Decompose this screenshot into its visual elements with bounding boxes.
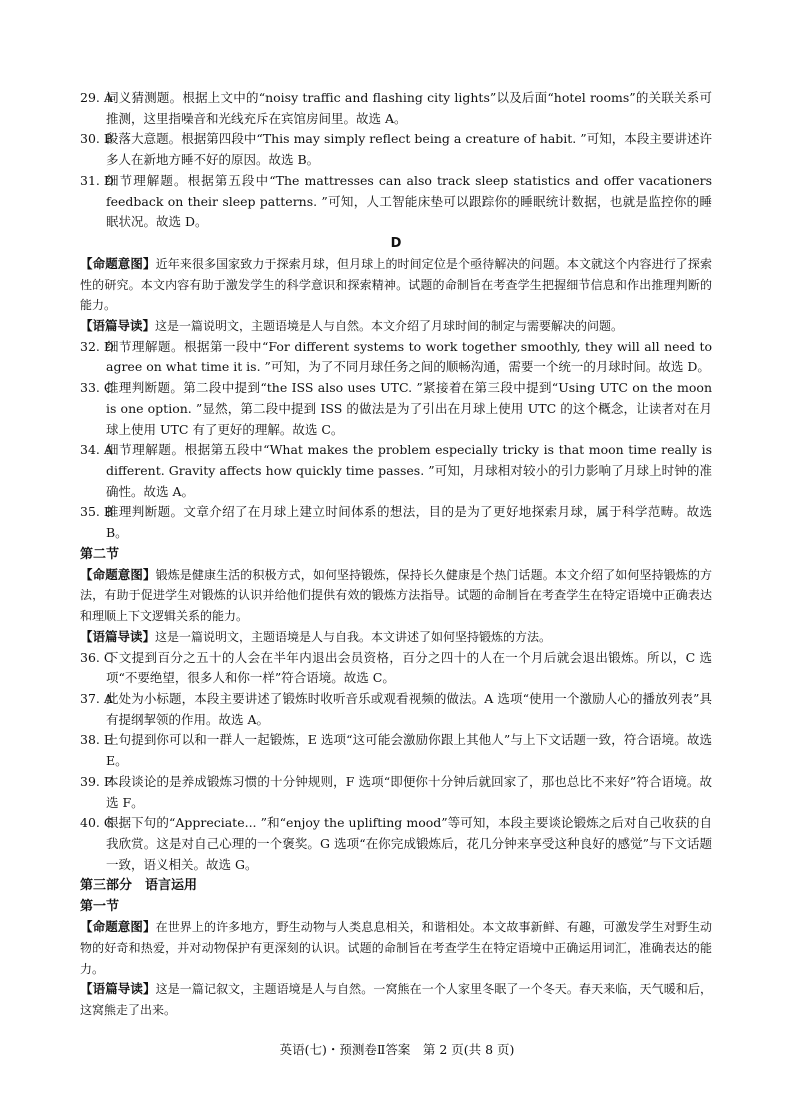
answer-number: 40. G bbox=[80, 815, 114, 831]
answer-29 bbox=[80, 88, 712, 129]
answer-text: 细节理解题。根据第五段中“What makes the problem especially tricky is that moon time really is different. Gravity affects how quickly time passes. ”可知，月球相对较小的引力影响了月球上时钟的准确性。故选 A。 bbox=[106, 442, 712, 499]
answer-number: 29. A bbox=[80, 90, 113, 105]
answer-page bbox=[80, 88, 712, 1021]
answer-text: 细节理解题。根据第五段中“The mattresses can also track sleep statistics and offer vacationers feedback on their sleep patterns. ”可知，人工智能床垫可以跟踪你的睡眠统计数据，也就是监控你的睡眠状况。故选 D。 bbox=[106, 172, 712, 230]
answer-33 bbox=[80, 378, 712, 440]
answer-38 bbox=[80, 730, 712, 771]
answer-number: 31. D bbox=[80, 172, 114, 188]
answer-text: 根据下句的“Appreciate... ”和“enjoy the uplifting mood”等可知，本段主要谈论锻炼之后对自己收获的自我欣赏。这是对自己心理的一个褒奖。G 选项“在你完成锻炼后，花几分钟来享受这种良好的感觉”与下文话题一致，语义相关。故选 G。 bbox=[106, 815, 712, 872]
intent-text: 锻炼是健康生活的积极方式，如何坚持锻炼，保持长久健康是个热门话题。本文介绍了如何坚持锻炼的方法，有助于促进学生对锻炼的认识并给他们提供有效的锻炼方法指导。试题的命制旨在考查学生在特定语境中正确表达和理顺上下文逻辑关系的能力。 bbox=[80, 567, 712, 624]
answer-number: 38. E bbox=[80, 732, 113, 748]
intent-paragraph bbox=[80, 254, 712, 316]
answer-number: 37. A bbox=[80, 690, 113, 706]
answer-36 bbox=[80, 648, 712, 689]
answer-text: 下文提到百分之五十的人会在半年内退出会员资格，百分之四十的人在一个月后就会退出锻炼。所以，C 选项“不要绝望，很多人和你一样”符合语境。故选 C。 bbox=[106, 649, 712, 686]
answer-30 bbox=[80, 129, 712, 170]
reading-guide-paragraph bbox=[80, 627, 712, 648]
intent-tag: 【命题意图】 bbox=[80, 566, 156, 582]
answer-37 bbox=[80, 689, 712, 730]
intent-paragraph bbox=[80, 917, 712, 979]
answer-text: 上句提到你可以和一群人一起锻炼，E 选项“这可能会激励你跟上其他人”与上下文话题一致，符合语境。故选 E。 bbox=[106, 732, 712, 769]
answer-number: 30. B bbox=[80, 131, 114, 147]
answer-31 bbox=[80, 171, 712, 233]
answer-text: 推理判断题。第二段中提到“the ISS also uses UTC. ”紧接着在第三段中提到“Using UTC on the moon is one option. ”显然，第二段中提到 ISS 的做法是为了引出在月球上使用 UTC 的这个概念，让读者对在月球上使用 UTC 有了更好的理解。故选 C。 bbox=[106, 380, 712, 437]
answer-text: 细节理解题。根据第一段中“For different systems to work together smoothly, they will all need to agree on what time it is. ”可知，为了不同月球任务之间的顺畅沟通，需要一个统一的月球时间。故选 D。 bbox=[106, 338, 712, 375]
answer-number: 34. A bbox=[80, 442, 113, 458]
answer-number: 33. C bbox=[80, 380, 114, 396]
reading-guide-tag: 【语篇导读】 bbox=[80, 628, 156, 644]
answer-34 bbox=[80, 440, 712, 502]
intent-text: 在世界上的许多地方，野生动物与人类息息相关，和谐相处。本文故事新鲜、有趣，可激发学生对野生动物的好奇和热爱，并对动物保护有更深刻的认识。试题的命制旨在考查学生在特定语境中正确运用词汇，准确表达的能力。 bbox=[80, 920, 712, 976]
answer-32 bbox=[80, 337, 712, 378]
reading-guide-tag: 【语篇导读】 bbox=[80, 318, 156, 334]
part-heading: 第三部分 语言运用 bbox=[80, 878, 198, 894]
section-heading: 第一节 bbox=[80, 899, 120, 915]
intent-tag: 【命题意图】 bbox=[80, 919, 156, 935]
page-footer: 英语(七)・预测卷Ⅱ答案 第 2 页(共 8 页) bbox=[279, 1042, 515, 1057]
section-heading: 第二节 bbox=[80, 546, 120, 562]
intent-text: 近年来很多国家致力于探索月球，但月球上的时间定位是个亟待解决的问题。本文就这个内容进行了探索性的研究。本文内容有助于激发学生的科学意识和探索精神。试题的命制旨在考查学生把握细节信息和作出推理判断的能力。 bbox=[80, 256, 712, 313]
answer-number: 36. C bbox=[80, 649, 114, 665]
reading-guide-tag: 【语篇导读】 bbox=[80, 981, 156, 997]
reading-guide-text: 这是一篇说明文，主题语境是人与自然。本文介绍了月球时间的制定与需要解决的问题。 bbox=[155, 319, 624, 334]
answer-number: 32. D bbox=[80, 338, 114, 354]
answer-35 bbox=[80, 502, 712, 543]
answer-number: 35. B bbox=[80, 504, 114, 520]
answer-text: 段落大意题。根据第四段中“This may simply reflect being a creature of habit. ”可知，本段主要讲述许多人在新地方睡不好的原因。故选 B。 bbox=[106, 131, 712, 168]
reading-guide-paragraph bbox=[80, 979, 712, 1020]
intent-tag: 【命题意图】 bbox=[80, 255, 156, 271]
reading-guide-text: 这是一篇记叙文，主题语境是人与自然。一窝熊在一个人家里冬眠了一个冬天。春天来临，天气暖和后，这窝熊走了出来。 bbox=[80, 982, 712, 1018]
answer-text: 此处为小标题，本段主要讲述了锻炼时收听音乐或观看视频的做法。A 选项“使用一个激励人心的播放列表”具有提纲挈领的作用。故选 A。 bbox=[106, 690, 712, 727]
answer-number: 39. F bbox=[80, 773, 113, 789]
passage-d-heading: D bbox=[390, 235, 402, 251]
intent-paragraph bbox=[80, 565, 712, 627]
answer-text: 词义猜测题。根据上文中的“noisy traffic and flashing city lights”以及后面“hotel rooms”的关联关系可推测，这里指噪音和光线充斥在宾馆房间里。故选 A。 bbox=[106, 90, 712, 126]
answer-text: 本段谈论的是养成锻炼习惯的十分钟规则，F 选项“即便你十分钟后就回家了，那也总比不来好”符合语境。故选 F。 bbox=[106, 773, 712, 810]
answer-text: 推理判断题。文章介绍了在月球上建立时间体系的想法，目的是为了更好地探索月球，属于科学范畴。故选 B。 bbox=[106, 504, 712, 541]
reading-guide-text: 这是一篇说明文，主题语境是人与自我。本文讲述了如何坚持锻炼的方法。 bbox=[155, 629, 552, 644]
answer-39 bbox=[80, 772, 712, 813]
reading-guide-paragraph bbox=[80, 316, 712, 337]
answer-40 bbox=[80, 813, 712, 875]
